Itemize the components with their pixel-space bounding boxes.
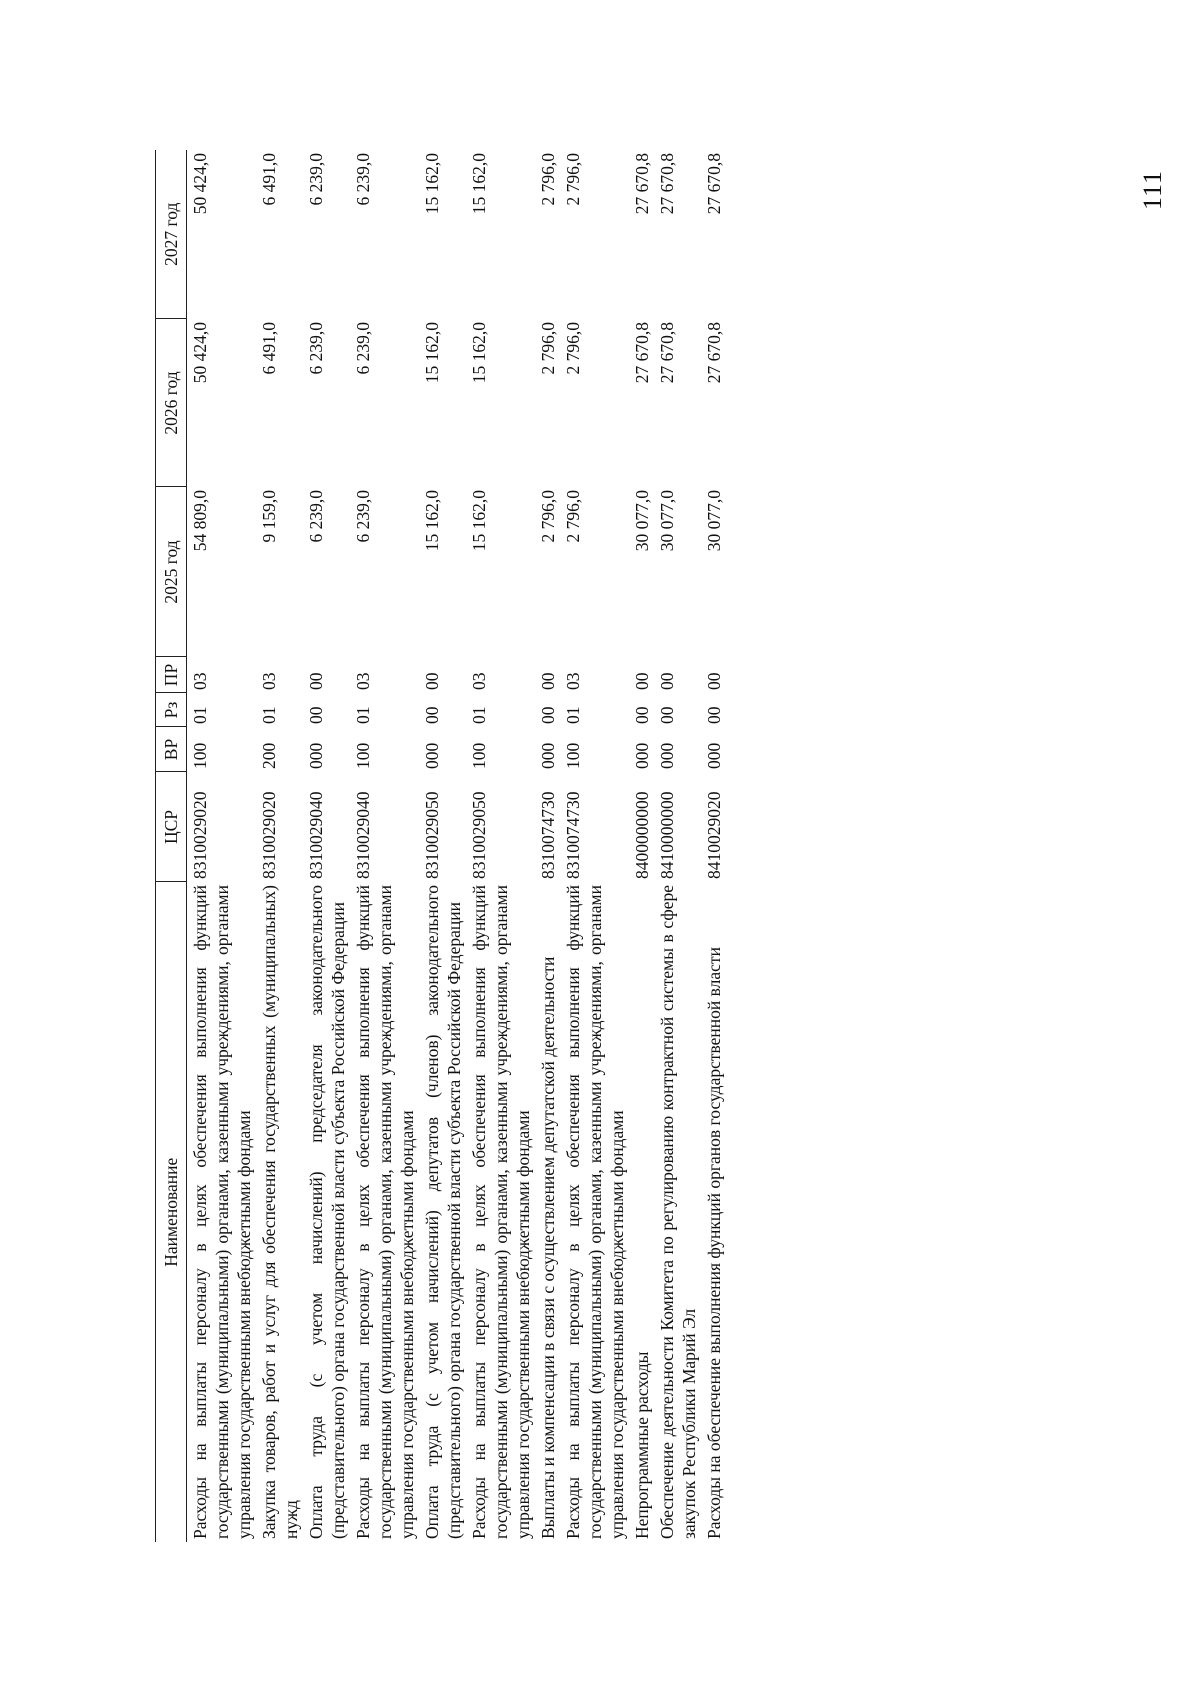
- row-2027: 6 239,0: [306, 153, 326, 206]
- row-name: Выплаты и компенсации в связи с осуществлением депутатской деятельности: [538, 956, 558, 1539]
- row-2026: 2 796,0: [538, 322, 558, 375]
- header-2025: 2025 год: [156, 487, 187, 657]
- table-header-row: [156, 150, 187, 1542]
- row-csr: 8410000000: [657, 791, 677, 879]
- row-vr: 100: [563, 742, 583, 769]
- row-pr: 03: [190, 672, 210, 690]
- header-rz: Рз: [156, 693, 187, 727]
- row-2026: 27 670,8: [657, 322, 677, 384]
- row-2027: 15 162,0: [469, 153, 489, 215]
- row-2025: 9 159,0: [259, 490, 279, 543]
- row-2025: 30 077,0: [704, 490, 724, 552]
- row-2027: 2 796,0: [538, 153, 558, 206]
- row-rz: 00: [422, 706, 442, 724]
- row-rz: 00: [657, 706, 677, 724]
- table-row: [629, 150, 654, 1542]
- table-row: [535, 150, 560, 1542]
- row-csr: 8310074730: [538, 791, 558, 879]
- row-name: Расходы на выплаты персоналу в целях обеспечения выполнения функций государственными (муниципальными) органами, казенными учреждениями, органами управления государственными внебюджетными фондами: [469, 885, 533, 1539]
- row-pr: 03: [259, 672, 279, 690]
- row-pr: 00: [422, 672, 442, 690]
- row-2027: 6 491,0: [259, 153, 279, 206]
- table-row: [419, 150, 466, 1542]
- row-name: Оплата труда (с учетом начислений) председателя законодательного (представительного) органа государственной власти субъекта Российской Федерации: [306, 885, 348, 1539]
- header-vr: ВР: [156, 727, 187, 772]
- row-2025: 30 077,0: [632, 490, 652, 552]
- row-pr: 00: [538, 672, 558, 690]
- row-csr: 8310029050: [422, 791, 442, 879]
- row-name: Расходы на обеспечение выполнения функций органов государственной власти: [704, 947, 724, 1539]
- header-name: Наименование: [156, 882, 187, 1542]
- header-csr: ЦСР: [156, 772, 187, 882]
- row-2027: 6 239,0: [353, 153, 373, 206]
- page-number: 111: [1138, 169, 1167, 211]
- row-csr: 8310029050: [469, 791, 489, 879]
- table-row: [303, 150, 350, 1542]
- row-name: Расходы на выплаты персоналу в целях обеспечения выполнения функций государственными (муниципальными) органами, казенными учреждениями, органами управления государственными внебюджетными фондами: [563, 885, 627, 1539]
- row-2026: 6 239,0: [306, 322, 326, 375]
- header-pr: ПР: [156, 657, 187, 693]
- row-pr: 00: [657, 672, 677, 690]
- row-2025: 54 809,0: [190, 490, 210, 552]
- row-2025: 15 162,0: [422, 490, 442, 552]
- row-vr: 000: [632, 742, 652, 769]
- row-vr: 000: [538, 742, 558, 769]
- row-2027: 27 670,8: [657, 153, 677, 215]
- row-csr: 8310029040: [306, 791, 326, 879]
- row-vr: 000: [704, 742, 724, 769]
- table-row: [560, 150, 629, 1542]
- row-name: Закупка товаров, работ и услуг для обеспечения государственных (муниципальных) нужд: [259, 885, 301, 1539]
- row-rz: 00: [538, 706, 558, 724]
- row-pr: 00: [306, 672, 326, 690]
- row-vr: 000: [306, 742, 326, 769]
- row-2026: 27 670,8: [704, 322, 724, 384]
- row-2025: 15 162,0: [469, 490, 489, 552]
- row-2026: 27 670,8: [632, 322, 652, 384]
- row-2026: 50 424,0: [190, 322, 210, 384]
- row-2026: 6 239,0: [353, 322, 373, 375]
- row-2026: 15 162,0: [469, 322, 489, 384]
- row-csr: 8310074730: [563, 791, 583, 879]
- row-rz: 01: [353, 706, 373, 724]
- table-row: [350, 150, 419, 1542]
- row-2025: 30 077,0: [657, 490, 677, 552]
- row-vr: 100: [469, 742, 489, 769]
- row-csr: 8310029040: [353, 791, 373, 879]
- row-pr: 00: [704, 672, 724, 690]
- row-pr: 00: [632, 672, 652, 690]
- row-rz: 01: [259, 706, 279, 724]
- row-name: Расходы на выплаты персоналу в целях обеспечения выполнения функций государственными (муниципальными) органами, казенными учреждениями, органами управления государственными внебюджетными фондами: [353, 885, 417, 1539]
- row-vr: 100: [353, 742, 373, 769]
- row-rz: 01: [563, 706, 583, 724]
- row-2026: 2 796,0: [563, 322, 583, 375]
- row-csr: 8400000000: [632, 791, 652, 879]
- rotated-page-content: [155, 150, 1075, 1542]
- row-2027: 27 670,8: [704, 153, 724, 215]
- row-rz: 00: [306, 706, 326, 724]
- row-name: Оплата труда (с учетом начислений) депутатов (членов) законодательного (представительного) органа государственной власти субъекта Российской Федерации: [422, 885, 464, 1539]
- row-2026: 6 491,0: [259, 322, 279, 375]
- row-2025: 2 796,0: [563, 490, 583, 543]
- header-2026: 2026 год: [156, 319, 187, 487]
- row-vr: 000: [657, 742, 677, 769]
- row-name: Непрограммные расходы: [632, 1351, 652, 1539]
- table-row: [654, 150, 701, 1542]
- row-2025: 6 239,0: [353, 490, 373, 543]
- row-rz: 01: [190, 706, 210, 724]
- row-2027: 15 162,0: [422, 153, 442, 215]
- row-rz: 01: [469, 706, 489, 724]
- row-2025: 2 796,0: [538, 490, 558, 543]
- row-pr: 03: [563, 672, 583, 690]
- table-row: [256, 150, 303, 1542]
- row-name: Обеспечение деятельности Комитета по регулированию контрактной системы в сфере закупок Республики Марий Эл: [657, 885, 699, 1539]
- table-row: [187, 150, 257, 1542]
- row-2026: 15 162,0: [422, 322, 442, 384]
- table-row: [466, 150, 535, 1542]
- budget-table: [155, 150, 726, 1542]
- row-vr: 000: [422, 742, 442, 769]
- row-pr: 03: [353, 672, 373, 690]
- row-csr: 8310029020: [259, 791, 279, 879]
- row-2027: 2 796,0: [563, 153, 583, 206]
- row-pr: 03: [469, 672, 489, 690]
- row-2027: 27 670,8: [632, 153, 652, 215]
- header-2027: 2027 год: [156, 150, 187, 319]
- row-vr: 100: [190, 742, 210, 769]
- row-2025: 6 239,0: [306, 490, 326, 543]
- row-vr: 200: [259, 742, 279, 769]
- table-row: [701, 150, 726, 1542]
- row-2027: 50 424,0: [190, 153, 210, 215]
- row-csr: 8310029020: [190, 791, 210, 879]
- row-rz: 00: [632, 706, 652, 724]
- row-csr: 8410029020: [704, 791, 724, 879]
- row-rz: 00: [704, 706, 724, 724]
- row-name: Расходы на выплаты персоналу в целях обеспечения выполнения функций государственными (муниципальными) органами, казенными учреждениями, органами управления государственными внебюджетными фондами: [190, 885, 254, 1539]
